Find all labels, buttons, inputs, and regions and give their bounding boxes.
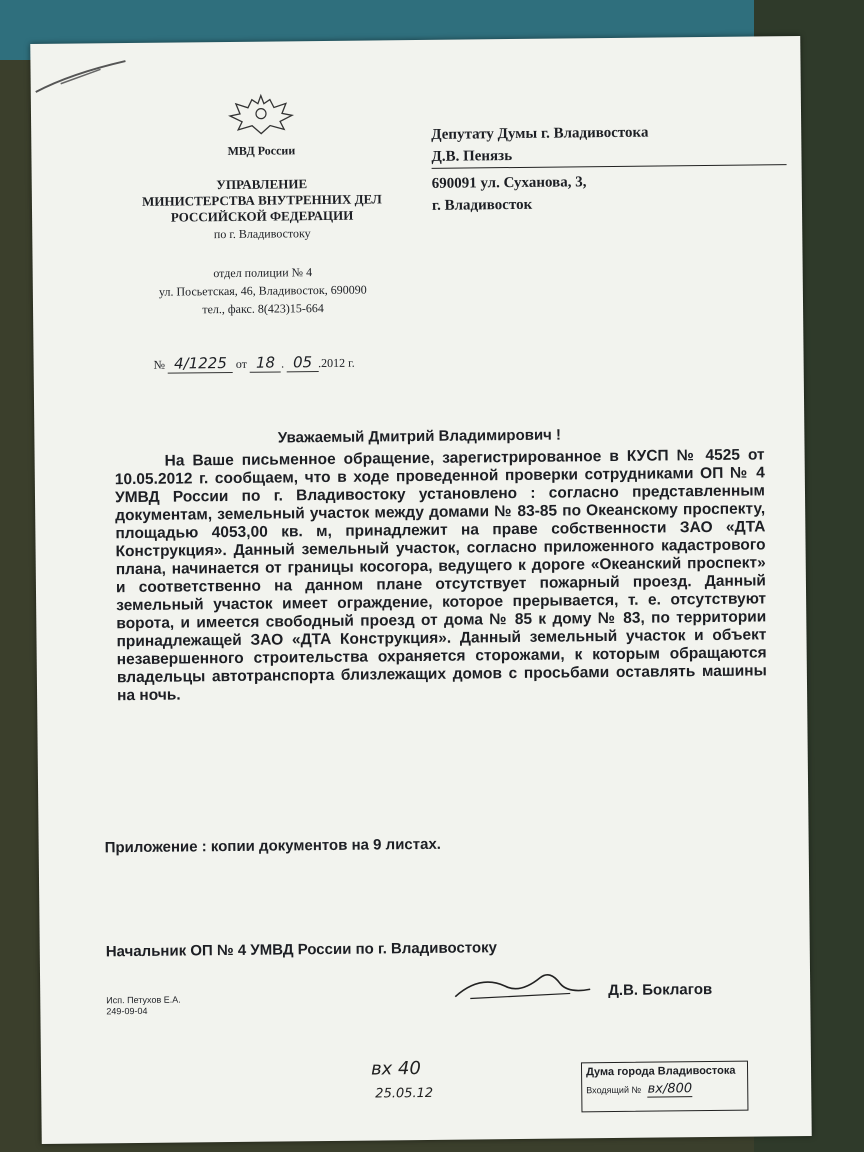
- signature-icon: [450, 963, 600, 1005]
- incoming-handwritten-date: 25.05.12: [375, 1085, 434, 1102]
- letter-page: [30, 36, 811, 1144]
- stamp-label: Входящий №: [586, 1084, 642, 1096]
- registration-day: 18: [250, 353, 281, 372]
- addressee-line: Д.В. Пенязь: [431, 142, 786, 169]
- addressee-line: Депутату Думы г. Владивостока: [431, 124, 649, 143]
- registration-from: от: [235, 356, 248, 371]
- annex-line: Приложение : копии документов на 9 листах.: [104, 835, 442, 857]
- stamp-row: [582, 1077, 747, 1098]
- executor-block: [106, 995, 181, 1018]
- addressee-block: [431, 120, 777, 217]
- sender-header: [111, 142, 413, 319]
- stamp-number: вх/800: [647, 1081, 693, 1097]
- department-phone: тел., факс. 8(423)15-664: [202, 301, 324, 317]
- org-title: [112, 175, 412, 226]
- org-title-line: РОССИЙСКОЙ ФЕДЕРАЦИИ: [170, 207, 354, 225]
- ministry-short-name: МВД России: [227, 143, 296, 159]
- executor-phone: 249-09-04: [106, 1005, 148, 1017]
- executor-name: Исп. Петухов Е.А.: [106, 994, 181, 1006]
- incoming-stamp: [581, 1061, 749, 1113]
- department-block: [113, 262, 414, 319]
- registration-line: № 4/1225 от 18 . 05 .2012 г.: [153, 353, 355, 373]
- registration-month: 05: [287, 353, 318, 372]
- department-address: ул. Посьетская, 46, Владивосток, 690090: [158, 282, 367, 299]
- addressee-line: г. Владивосток: [431, 196, 533, 214]
- registration-number: 4/1225: [168, 354, 233, 374]
- greeting: Уважаемый Дмитрий Владимирович !: [277, 426, 562, 447]
- eagle-emblem-icon: [226, 89, 296, 138]
- stamp-title: Дума города Владивостока: [585, 1064, 736, 1079]
- incoming-handwritten-number: вх 40: [370, 1058, 422, 1080]
- chief-title: Начальник ОП № 4 УМВД России по г. Владивостоку: [105, 939, 498, 961]
- letter-body: [115, 446, 768, 705]
- org-city: по г. Владивостоку: [213, 226, 311, 242]
- org-title-line: УПРАВЛЕНИЕ: [216, 176, 308, 193]
- registration-prefix: №: [153, 357, 166, 372]
- registration-year: 2012 г.: [321, 355, 355, 371]
- org-title-line: МИНИСТЕРСТВА ВНУТРЕННИХ ДЕЛ: [141, 191, 382, 209]
- signer-name: Д.В. Боклагов: [608, 980, 713, 1000]
- pencil-mark: [30, 43, 151, 104]
- letter-body-paragraph: На Ваше письменное обращение, зарегистрированное в КУСП № 4525 от 10.05.2012 г. сообщаем, что в ходе проведенной проверки сотрудниками ОП № 4 УМВД России по г. Владивостоку установлено : согласно представленным документам, земельный участок между домами № 83-85 по Океанскому проспекту, площадью 4053,00 кв. м, принадлежит на праве собственности ЗАО «ДТА Конструкция». Данный земельный участок, согласно приложенного кадастрового плана, начинается от границы косогора, ведущего к дороге «Океанский проспект» и соответственно на данном плане отсутствует пожарный проезд. Данный земельный участок имеет ограждение, которое прерывается, т. е. отсутствуют ворота, и имеется свободный проезд от дома № 85 к дому № 83, по территории принадлежащей ЗАО «ДТА Конструкция». Данный земельный участок и объект незавершенного строительства охраняется сторожами, к которым обращаются владельцы автотранспорта близлежащих домов с просьбами оставлять машины на ночь.: [114, 446, 767, 705]
- department-name: отдел полиции № 4: [213, 265, 313, 281]
- addressee-line: 690091 ул. Суханова, 3,: [431, 174, 587, 192]
